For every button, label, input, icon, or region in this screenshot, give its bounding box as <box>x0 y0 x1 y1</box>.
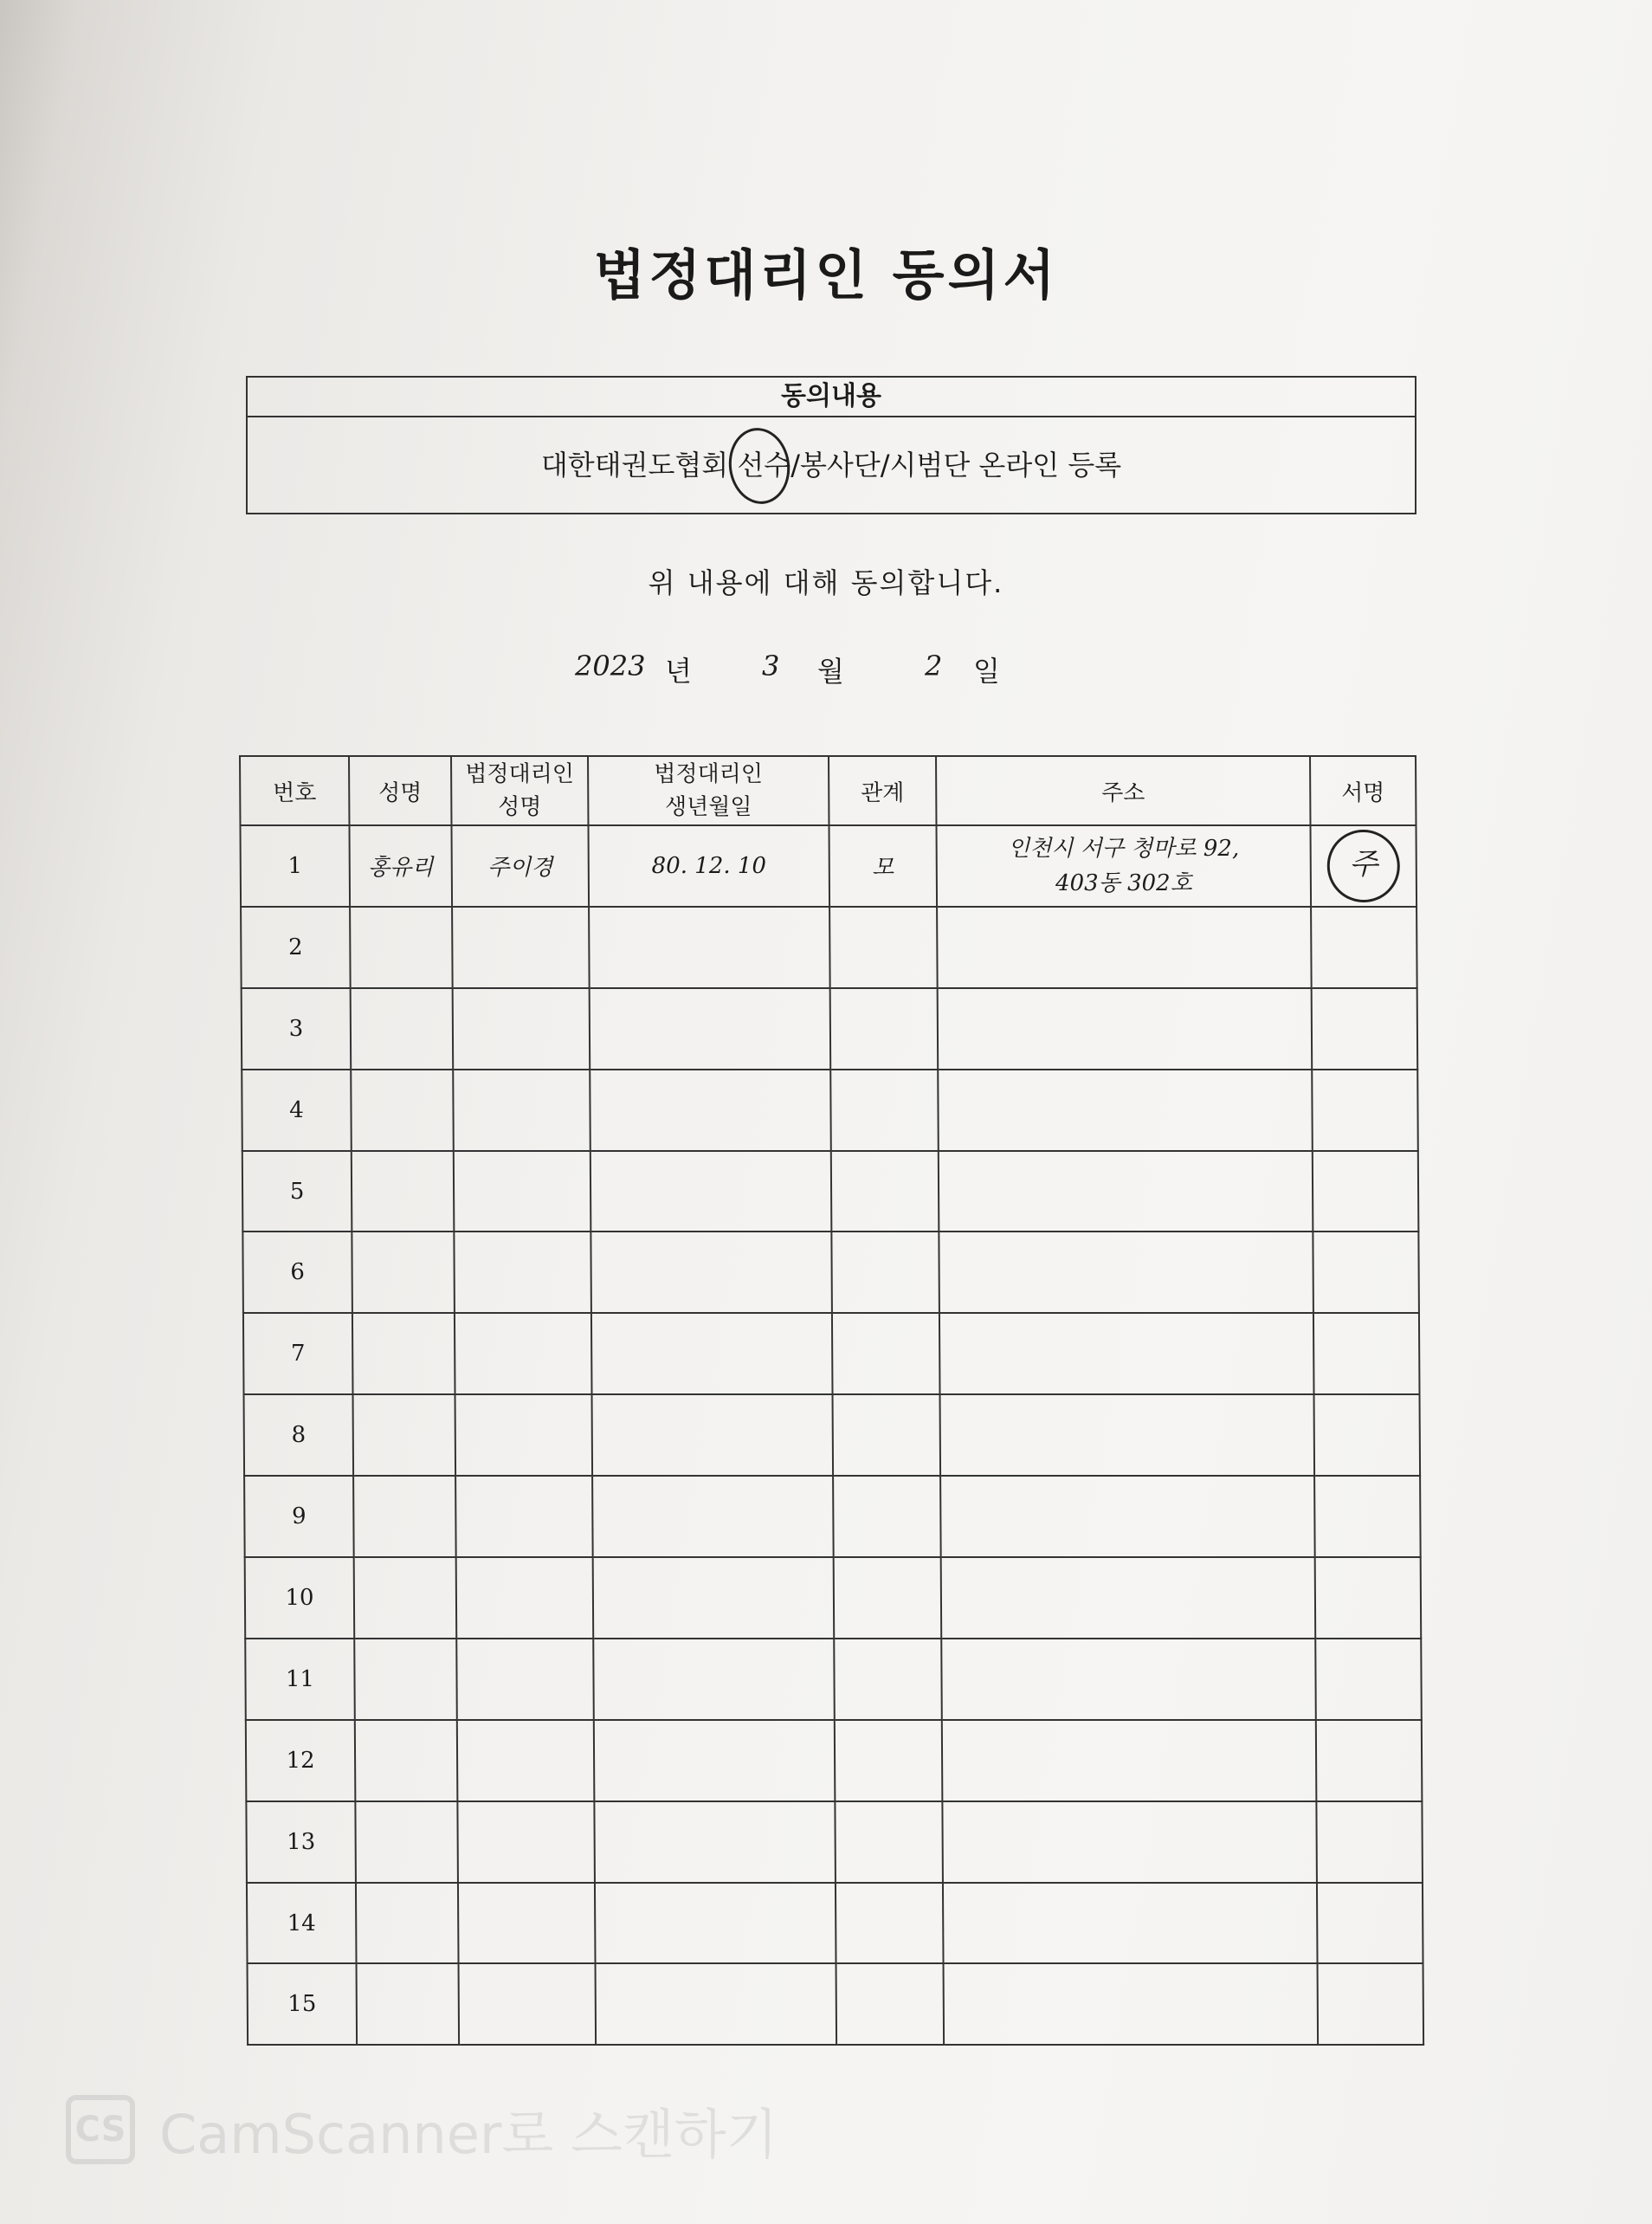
row-name <box>350 907 453 988</box>
row-relation <box>830 1070 939 1151</box>
row-number: 15 <box>248 1963 358 2045</box>
row-guardian-name <box>454 1151 591 1232</box>
row-guardian-name <box>455 1476 593 1557</box>
consent-box <box>246 376 1416 514</box>
row-relation: 모 <box>829 825 937 907</box>
row-number: 13 <box>246 1801 356 1883</box>
row-signature <box>1310 825 1416 907</box>
row-guardian-birth <box>593 1557 835 1639</box>
row-guardian-name <box>454 1232 591 1313</box>
row-name <box>353 1476 456 1557</box>
row-guardian-birth <box>590 988 831 1070</box>
table-row <box>244 1476 1421 1557</box>
row-relation <box>836 1883 944 1964</box>
row-number: 2 <box>241 907 351 988</box>
row-guardian-name <box>452 907 590 988</box>
row-name <box>356 1883 459 1964</box>
row-address <box>942 1801 1317 1883</box>
row-guardian-name <box>456 1639 594 1720</box>
table-row <box>241 907 1417 988</box>
row-relation <box>829 907 938 988</box>
consent-header: 동의내용 <box>248 378 1415 417</box>
row-number: 10 <box>245 1557 355 1639</box>
row-relation <box>831 1151 939 1232</box>
row-relation <box>833 1476 941 1557</box>
row-signature <box>1314 1476 1421 1557</box>
consent-body: 대한태권도협회 선수/봉사단/시범단 온라인 등록 <box>540 449 1122 482</box>
row-address <box>940 1476 1315 1557</box>
agreement-statement: 위 내용에 대해 동의합니다. <box>648 566 1004 599</box>
row-address <box>939 1313 1314 1394</box>
row-guardian-birth <box>594 1801 836 1883</box>
row-name <box>352 1232 455 1313</box>
page-title: 법정대리인 동의서 <box>593 243 1059 307</box>
date-day-unit: 일 <box>973 655 1000 688</box>
row-guardian-birth <box>590 1232 832 1313</box>
row-signature <box>1315 1557 1422 1639</box>
row-guardian-birth <box>592 1476 834 1557</box>
date-month: 3 <box>762 650 780 682</box>
guardian-table <box>239 755 1424 2046</box>
table-row <box>246 1801 1423 1883</box>
row-signature <box>1312 988 1418 1070</box>
header-guardian-name-line1: 법정대리인 <box>465 761 575 787</box>
header-guardian-birth-line1: 법정대리인 <box>654 761 764 787</box>
header-guardian-name-line2: 성명 <box>498 794 542 820</box>
row-number: 6 <box>242 1232 352 1313</box>
row-name <box>353 1394 456 1476</box>
row-guardian-birth <box>592 1394 834 1476</box>
row-guardian-birth <box>590 1151 832 1232</box>
row-number: 4 <box>242 1070 352 1151</box>
row-number: 1 <box>240 825 350 907</box>
row-address <box>944 1963 1319 2045</box>
row-relation <box>833 1394 941 1476</box>
table-row <box>242 988 1418 1070</box>
row-guardian-name <box>458 1883 596 1964</box>
row-name <box>355 1720 458 1801</box>
table-row <box>240 825 1416 907</box>
row-number: 9 <box>244 1476 354 1557</box>
row-guardian-name <box>453 988 590 1070</box>
row-number: 3 <box>242 988 352 1070</box>
table-row <box>242 1151 1419 1232</box>
row-address <box>936 825 1311 907</box>
row-relation <box>835 1801 943 1883</box>
row-guardian-birth <box>595 1883 836 1964</box>
row-address-line2: 403동 302호 <box>1055 870 1192 896</box>
row-relation <box>834 1639 942 1720</box>
camscanner-logo-icon: CS <box>66 2095 135 2164</box>
row-signature <box>1313 1232 1419 1313</box>
row-name <box>357 1963 460 2045</box>
table-row <box>247 1883 1423 1964</box>
row-signature <box>1316 1801 1423 1883</box>
row-guardian-name <box>457 1801 595 1883</box>
table-row <box>244 1394 1421 1476</box>
row-guardian-name <box>459 1963 597 2045</box>
row-address <box>941 1557 1316 1639</box>
row-relation <box>830 988 939 1070</box>
row-name <box>354 1639 457 1720</box>
table-row <box>248 1963 1424 2045</box>
row-guardian-birth <box>589 907 830 988</box>
row-guardian-birth <box>594 1720 836 1801</box>
signature-mark: 주 <box>1327 830 1401 902</box>
header-address: 주소 <box>936 756 1310 825</box>
row-address <box>938 988 1313 1070</box>
row-address <box>938 1070 1313 1151</box>
row-guardian-birth <box>590 1070 831 1151</box>
table-row <box>246 1720 1423 1801</box>
row-guardian-name <box>455 1313 592 1394</box>
row-address <box>942 1720 1317 1801</box>
table-row <box>242 1232 1419 1313</box>
row-address <box>939 1232 1313 1313</box>
row-relation <box>835 1720 943 1801</box>
row-number: 7 <box>243 1313 353 1394</box>
row-guardian-name <box>456 1557 594 1639</box>
row-address <box>937 907 1312 988</box>
date-month-unit: 월 <box>817 655 844 688</box>
watermark-text: CamScanner로 스캔하기 <box>159 2102 778 2166</box>
row-guardian-name: 주이경 <box>451 825 589 907</box>
row-name <box>352 1151 455 1232</box>
camscanner-watermark <box>66 2091 778 2169</box>
row-address-line1: 인천시 서구 청마로 92, <box>1008 835 1240 862</box>
row-signature <box>1311 907 1417 988</box>
row-relation <box>832 1313 940 1394</box>
row-address <box>940 1394 1315 1476</box>
row-guardian-birth <box>593 1639 835 1720</box>
row-address <box>939 1151 1313 1232</box>
row-name: 홍유리 <box>349 825 452 907</box>
row-name <box>354 1557 457 1639</box>
row-signature <box>1314 1394 1421 1476</box>
date-year-unit: 년 <box>665 655 692 688</box>
row-signature <box>1312 1070 1418 1151</box>
row-relation <box>831 1232 939 1313</box>
row-name <box>352 1313 455 1394</box>
row-signature <box>1318 1963 1424 2045</box>
header-guardian-name <box>451 756 588 825</box>
row-address <box>943 1883 1318 1964</box>
row-signature <box>1317 1883 1423 1964</box>
row-address <box>941 1639 1316 1720</box>
row-guardian-name <box>455 1394 593 1476</box>
row-signature <box>1313 1151 1419 1232</box>
table-header-row <box>240 756 1416 825</box>
row-number: 11 <box>245 1639 355 1720</box>
header-no: 번호 <box>240 756 349 825</box>
row-guardian-name <box>453 1070 590 1151</box>
row-name <box>351 1070 454 1151</box>
row-name <box>351 988 454 1070</box>
table-row <box>243 1313 1420 1394</box>
row-signature <box>1316 1720 1423 1801</box>
header-guardian-birth <box>588 756 829 825</box>
table-row <box>245 1557 1422 1639</box>
row-guardian-birth <box>591 1313 833 1394</box>
row-number: 8 <box>244 1394 354 1476</box>
date-year: 2023 <box>575 650 646 682</box>
date-day: 2 <box>925 650 943 682</box>
table-row <box>242 1070 1418 1151</box>
row-signature <box>1313 1313 1420 1394</box>
row-name <box>355 1801 458 1883</box>
row-number: 14 <box>247 1883 357 1964</box>
header-name: 성명 <box>349 756 451 825</box>
row-guardian-name <box>457 1720 595 1801</box>
header-signature: 서명 <box>1310 756 1416 825</box>
row-relation <box>834 1557 942 1639</box>
row-signature <box>1315 1639 1422 1720</box>
row-number: 5 <box>242 1151 352 1232</box>
header-guardian-birth-line2: 생년월일 <box>665 794 752 820</box>
row-guardian-birth: 80. 12. 10 <box>588 825 829 907</box>
row-number: 12 <box>246 1720 356 1801</box>
header-relation: 관계 <box>829 756 936 825</box>
table-row <box>245 1639 1422 1720</box>
row-guardian-birth <box>596 1963 837 2045</box>
row-relation <box>836 1963 945 2045</box>
